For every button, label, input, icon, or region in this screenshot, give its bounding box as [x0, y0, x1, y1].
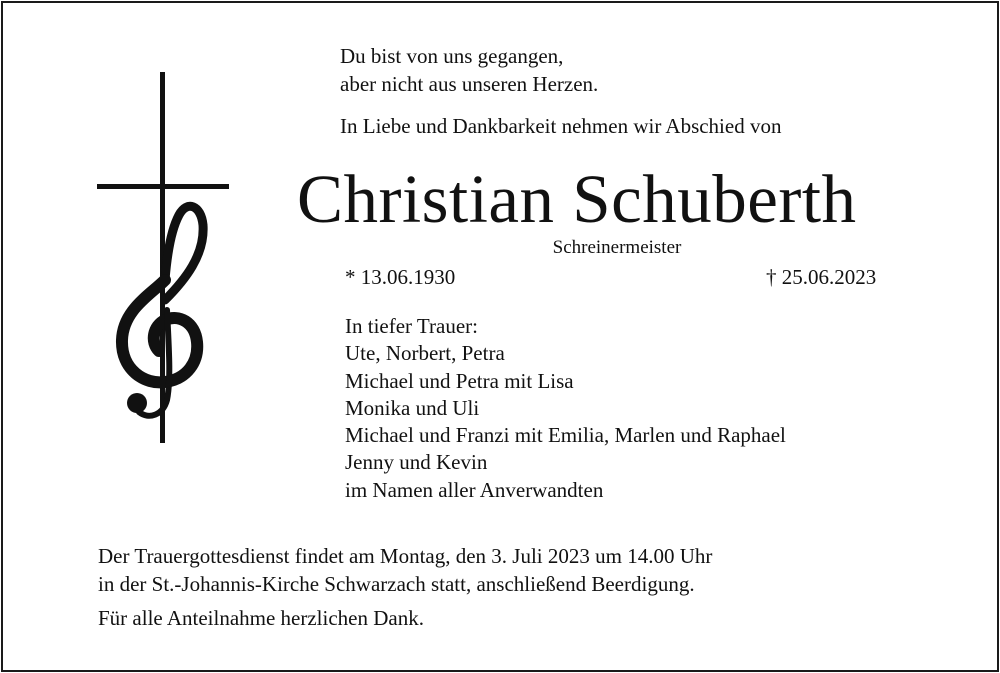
mourner-line: Michael und Franzi mit Emilia, Marlen und Raphael: [345, 423, 786, 448]
mourner-line: Michael und Petra mit Lisa: [345, 368, 574, 393]
mourners-heading: In tiefer Trauer:: [345, 314, 478, 338]
service-info: [98, 542, 712, 598]
quote-line-1: Du bist von uns gegangen,: [340, 44, 564, 68]
intro-text: In Liebe und Dankbarkeit nehmen wir Abschied von: [340, 114, 782, 138]
mourner-line: Monika und Uli: [345, 395, 480, 420]
death-date: † 25.06.2023: [766, 265, 877, 289]
thanks-text: Für alle Anteilnahme herzlichen Dank.: [98, 606, 424, 630]
quote: [340, 42, 598, 98]
birth-date: * 13.06.1930: [345, 265, 456, 289]
cross-with-treble-clef-icon: [95, 70, 235, 450]
mourner-line: Jenny und Kevin: [345, 450, 488, 475]
mourner-line: Ute, Norbert, Petra: [345, 341, 505, 366]
service-line-1: Der Trauergottesdienst findet am Montag, den 3. Juli 2023 um 14.00 Uhr: [98, 544, 713, 568]
deceased-name: Christian Schuberth: [297, 161, 857, 237]
service-line-2: in der St.-Johannis-Kirche Schwarzach statt, anschließend Beerdigung.: [98, 572, 695, 596]
mourner-line: im Namen aller Anverwandten: [345, 477, 604, 502]
mourners-list: [345, 313, 786, 504]
profession: Schreinermeister: [552, 237, 682, 258]
quote-line-2: aber nicht aus unseren Herzen.: [340, 72, 599, 96]
